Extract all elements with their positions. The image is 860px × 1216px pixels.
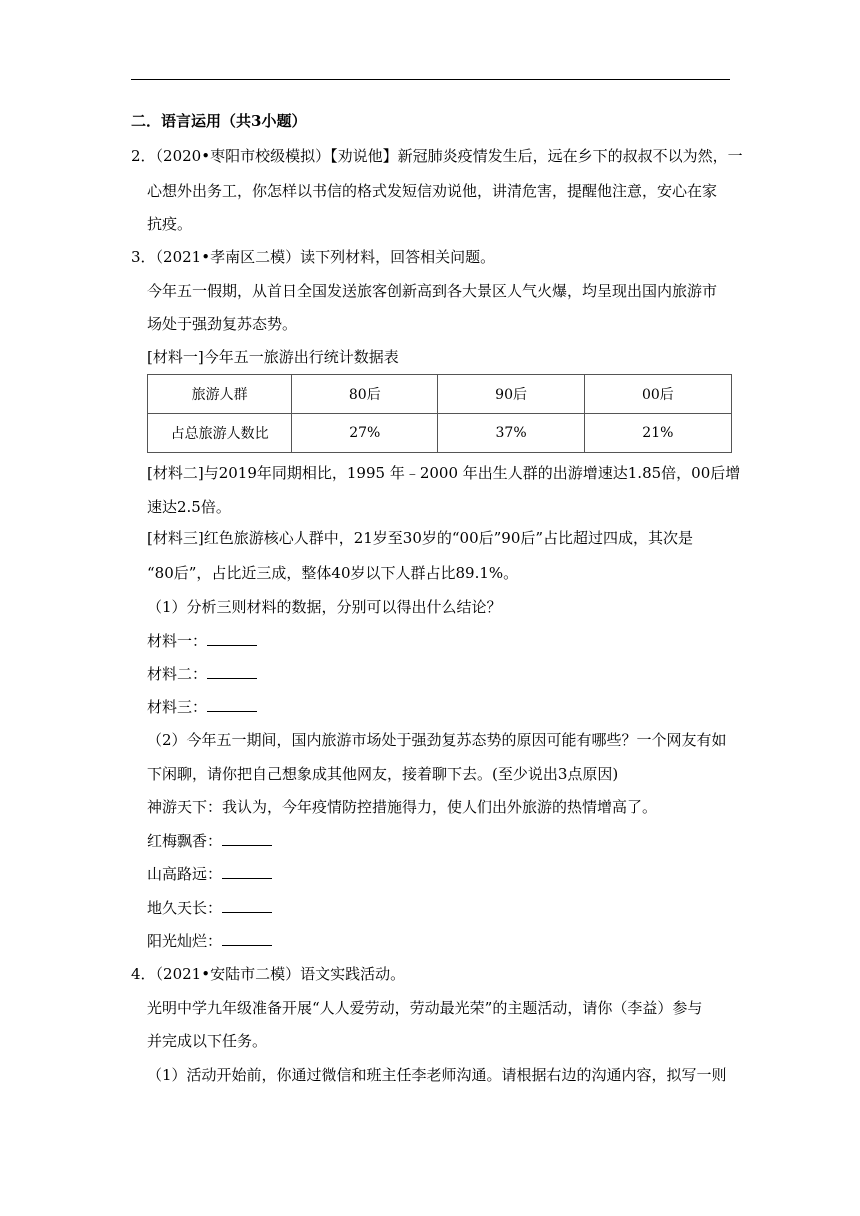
answer-blank[interactable] [222, 831, 272, 846]
table-cell: 00后 [584, 375, 731, 414]
sub-question-1: （1）分析三则材料的数据，分别可以得出什么结论？ [147, 598, 502, 616]
table-cell: 21% [584, 414, 731, 453]
top-divider [131, 79, 730, 80]
material-1-title: [材料一]今年五一旅游出行统计数据表 [147, 348, 399, 366]
table-row [148, 414, 732, 453]
table-cell: 旅游人群 [148, 375, 292, 414]
tourism-stats-table [147, 374, 732, 453]
chat-line-1: 神游天下：我认为，今年疫情防控措施得力，使人们出外旅游的热情增高了。 [147, 798, 658, 816]
answer-blank[interactable] [222, 864, 272, 879]
q3-intro-1: 今年五一假期，从首日全国发送旅客创新高到各大景区人气火爆，均呈现出国内旅游市 [147, 282, 718, 300]
table-header-row [148, 375, 732, 414]
table-cell: 27% [292, 414, 438, 453]
table-cell: 80后 [292, 375, 438, 414]
q3-intro-2: 场处于强劲复苏态势。 [147, 315, 298, 333]
material-3-line-2: “80后”，占比近三成，整体40岁以下人群占比89.1%。 [147, 564, 519, 582]
answer-blank[interactable] [207, 631, 257, 646]
answer-material-3: 材料三： [147, 697, 257, 717]
material-2-line-1: [材料二]与2019年同期相比，1995 年﹣2000 年出生人群的出游增速达1.85倍，00后增 [147, 464, 741, 482]
answer-blank[interactable] [222, 931, 272, 946]
table-cell: 90后 [438, 375, 584, 414]
q4-header: 4．（2021•安陆市二模）语文实践活动。 [131, 965, 406, 983]
q4-line-2: 并完成以下任务。 [147, 1032, 268, 1050]
answer-material-1: 材料一： [147, 631, 257, 651]
material-2-line-2: 速达2.5倍。 [147, 498, 231, 516]
q3-header: 3．（2021•孝南区二模）读下列材料，回答相关问题。 [131, 248, 496, 266]
table-cell: 占总旅游人数比 [148, 414, 292, 453]
section-title: 二．语言运用（共3小题） [131, 112, 307, 130]
chat-line-4: 地久天长： [147, 898, 272, 918]
chat-line-2: 红梅飘香： [147, 831, 272, 851]
sub-question-2-line-2: 下闲聊，请你把自己想象成其他网友，接着聊下去。(至少说出3点原因) [147, 765, 619, 783]
q2-line-3: 抗疫。 [147, 215, 193, 233]
answer-blank[interactable] [207, 697, 257, 712]
chat-line-3: 山高路远： [147, 864, 272, 884]
chat-line-5: 阳光灿烂： [147, 931, 272, 951]
table-cell: 37% [438, 414, 584, 453]
sub-question-2-line-1: （2）今年五一期间，国内旅游市场处于强劲复苏态势的原因可能有哪些？一个网友有如 [147, 731, 727, 749]
q4-line-1: 光明中学九年级准备开展“人人爱劳动，劳动最光荣”的主题活动，请你（李益）参与 [147, 999, 703, 1017]
answer-blank[interactable] [222, 898, 272, 913]
q2-line-2: 心想外出务工，你怎样以书信的格式发短信劝说他，讲清危害，提醒他注意，安心在家 [147, 182, 718, 200]
q4-line-3: （1）活动开始前，你通过微信和班主任李老师沟通。请根据右边的沟通内容，拟写一则 [147, 1066, 727, 1084]
answer-blank[interactable] [207, 664, 257, 679]
q2-line-1: 2．（2020•枣阳市校级模拟）【劝说他】新冠肺炎疫情发生后，远在乡下的叔叔不以为然，一 [131, 147, 743, 165]
answer-material-2: 材料二： [147, 664, 257, 684]
material-3-line-1: [材料三]红色旅游核心人群中，21岁至30岁的“00后”90后”占比超过四成，其次是 [147, 529, 694, 547]
